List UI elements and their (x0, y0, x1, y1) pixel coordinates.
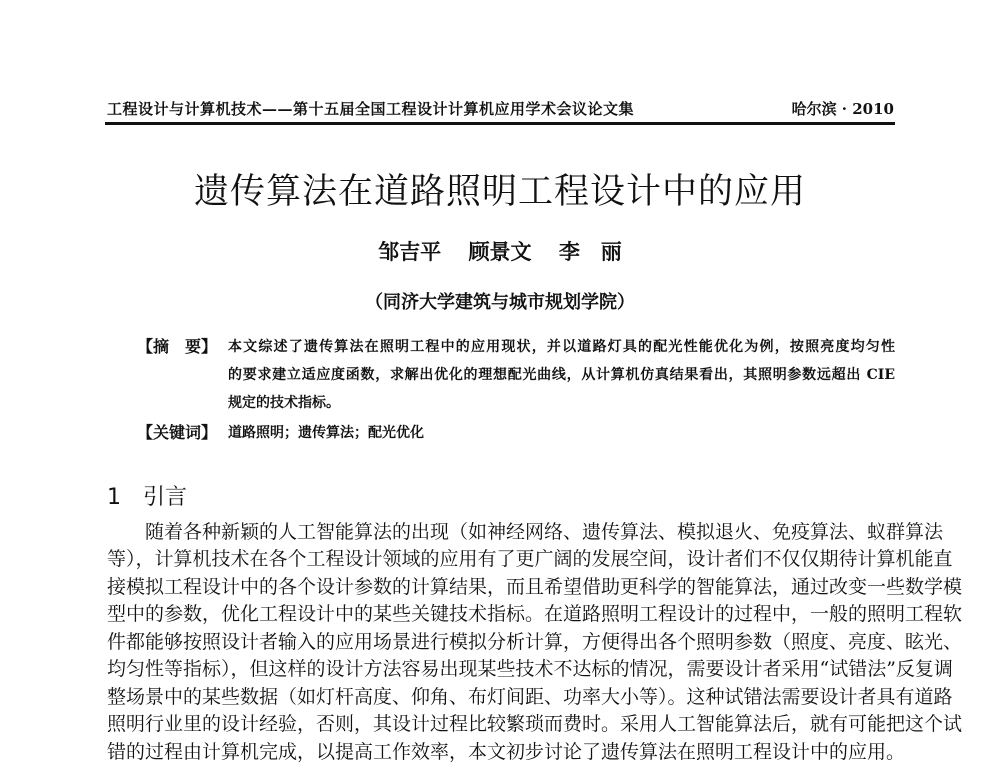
abstract-line: 的要求建立适应度函数，求解出优化的理想配光曲线，从计算机仿真结果看出，其照明参数远超出 CIE (228, 367, 895, 383)
keywords-label: 【关键词】 (137, 423, 218, 442)
keywords-text: 道路照明；遗传算法；配光优化 (228, 425, 424, 441)
author: 顾景文 (468, 239, 532, 264)
running-header-location-year: 哈尔滨 · 2010 (791, 100, 894, 118)
running-header-journal: 工程设计与计算机技术——第十五届全国工程设计计算机应用学术会议论文集 (107, 100, 635, 118)
paper-title: 遗传算法在道路照明工程设计中的应用 (193, 172, 806, 212)
author: 邹吉平 (378, 239, 442, 264)
body-line: 错的过程由计算机完成，以提高工作效率，本文初步讨论了遗传算法在照明工程设计中的应用。 (107, 741, 906, 763)
body-line: 均匀性等指标），但这样的设计方法容易出现某些技术不达标的情况，需要设计者采用“试错法”反复调 (107, 658, 953, 680)
body-line: 接模拟工程设计中的各个设计参数的计算结果，而且希望借助更科学的智能算法，通过改变一些数学模 (107, 576, 963, 598)
authors (0, 236, 1000, 266)
section-heading (107, 480, 187, 511)
abstract-label: 【摘 要】 (137, 337, 218, 356)
body-line: 件都能够按照设计者输入的应用场景进行模拟分析计算，方便得出各个照明参数（照度、亮度、眩光、 (107, 631, 963, 653)
section-title: 引言 (143, 485, 188, 510)
body-line: 整场景中的某些数据（如灯杆高度、仰角、布灯间距、功率大小等）。这种试错法需要设计者具有道路 (107, 686, 953, 708)
abstract-line: 规定的技术指标。 (228, 395, 340, 411)
affiliation: （同济大学建筑与城市规划学院） (365, 292, 635, 313)
section-number: 1 (107, 485, 121, 510)
author: 李 丽 (558, 239, 622, 264)
body-line: 型中的参数，优化工程设计中的某些关键技术指标。在道路照明工程设计的过程中，一般的照明工程软 (107, 603, 963, 625)
body-line: 照明行业里的设计经验，否则，其设计过程比较繁琐而费时。采用人工智能算法后，就有可能把这个试 (107, 713, 963, 735)
header-rule (105, 122, 895, 125)
abstract-line: 本文综述了遗传算法在照明工程中的应用现状，并以道路灯具的配光性能优化为例，按照亮度均匀性 (228, 339, 895, 355)
body-line: 随着各种新颖的人工智能算法的出现（如神经网络、遗传算法、模拟退火、免疫算法、蚁群算法 (145, 521, 944, 543)
body-line: 等），计算机技术在各个工程设计领域的应用有了更广阔的发展空间，设计者们不仅仅期待计算机能直 (107, 548, 953, 570)
